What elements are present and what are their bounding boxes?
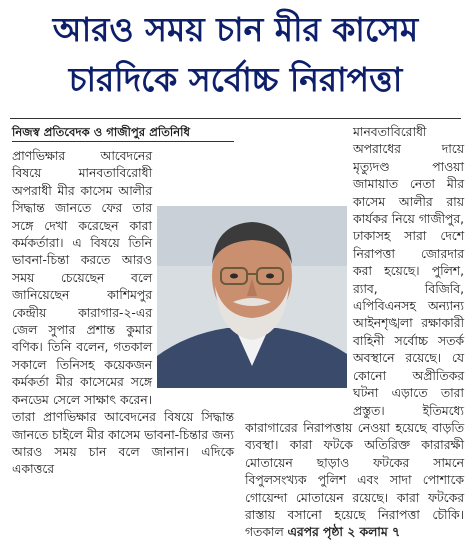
headline-line-2: চারদিকে সর্বোচ্চ নিরাপত্তা <box>68 60 403 99</box>
byline: নিজস্ব প্রতিবেদক ও গাজীপুর প্রতিনিধি <box>12 125 190 139</box>
headline-line-1: আরও সময় চান মীর কাসেম <box>52 10 419 49</box>
left-column-text: প্রাণভিক্ষার আবেদনের বিষয়ে মানবতাবিরোধী অপরাধী মীর কাসেম আলীর সিদ্ধান্ত জানতে ফের তার সঙ্গে দেখা করেছেন কারা কর্মকর্তারা। এ বিষয়ে তিনি ভাবনা-চিন্তা করতে আরও সময় চেয়েছেন বলে জানিয়েছেন কাশিমপুর কেন্দ্রীয় কারাগার-২-এর জেল সুপার প্রশান্ত কুমার বণিক। তিনি বলেন, গতকাল সকালে তিনিসহ কয়েকজন কর্মকর্তা মীর কাসেমের সঙ্গে কনডেম সেলে সাক্ষাৎ করেন। তারা প্রাণভিক্ষার আবেদনের বিষয়ে সিদ্ধান্ত জানতে চাইলে মীর কাসেম ভাবনা-চিন্তার জন্য আরও সময় চান বলে জানান। এদিকে একাত্তরে <box>12 149 234 477</box>
right-column-text: মানবতাবিরোধী অপরাধের দায়ে মৃত্যুদণ্ড পাওয়া জামায়াত নেতা মীর কাসেম আলীর রায় কার্যকর নিয়ে গাজীপুর, ঢাকাসহ সারা দেশে নিরাপত্তা জোরদার করা হয়েছে। পুলিশ, র‌্যাব, বিজিবি, এপিবিএনসহ অন্যান্য আইনশৃঙ্খলা রক্ষাকারী বাহিনী সর্বোচ্চ সতর্ক অবস্থানে রয়েছে। যে কোনো অপ্রীতিকর ঘটনা এড়াতে তারা প্রস্তুত। ইতিমধ্যে কারাগারের নিরাপত্তায় নেওয়া হয়েছে বাড়তি ব্যবস্থা। কারা ফটকে অতিরিক্ত কারারক্ষী মোতায়েন ছাড়াও ফটকের সামনে বিপুলসংখ্যক পুলিশ এবং সাদা পোশাকে গোয়েন্দা মোতায়েন রয়েছে। কারা ফটকের রাস্তায় বসানো হয়েছে নিরাপত্তা চৌকি। গতকাল <box>245 125 464 540</box>
byline-underline <box>12 141 234 142</box>
continuation-jump-line[interactable]: এরপর পৃষ্ঠা ২ কলাম ৭ <box>287 525 400 540</box>
portrait-photo <box>157 206 347 388</box>
headline <box>0 6 471 104</box>
portrait-photo-icon <box>157 206 347 388</box>
headline-divider <box>10 118 461 119</box>
